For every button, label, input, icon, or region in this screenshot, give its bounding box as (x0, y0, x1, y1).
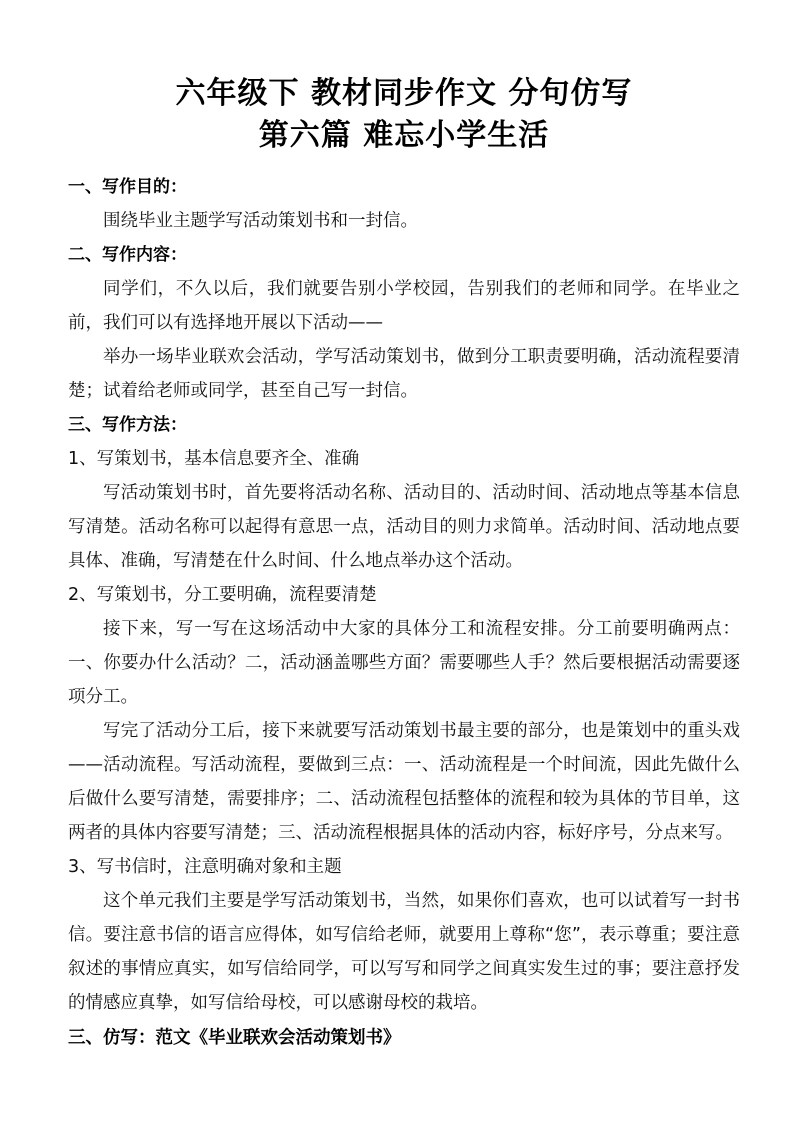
method-heading: 三、写作方法： (68, 415, 187, 435)
document-title: 六年级下 教材同步作文 分句仿写 (175, 76, 633, 111)
content-paragraph-2: 举办一场毕业联欢会活动，学写活动策划书，做到分工职责要明确，活动流程要清楚；试着给老师或同学，甚至自己写一封信。 (68, 347, 740, 401)
document-subtitle: 第六篇 难忘小学生活 (258, 118, 550, 153)
method-3-title: 3、写书信时，注意明确对象和主题 (68, 857, 342, 877)
method-2-paragraph-1: 接下来，写一写在这场活动中大家的具体分工和流程安排。分工前要明确两点：一、你要办什么活动？二，活动涵盖哪些方面？需要哪些人手？然后要根据活动需要逐项分工。 (68, 619, 740, 707)
title-block (68, 74, 740, 156)
purpose-heading: 一、写作目的： (68, 177, 187, 197)
purpose-text: 围绕毕业主题学写活动策划书和一封信。 (103, 211, 418, 231)
method-1-paragraph: 写活动策划书时，首先要将活动名称、活动目的、活动时间、活动地点等基本信息写清楚。活动名称可以起得有意思一点，活动目的则力求简单。活动时间、活动地点要具体、准确，写清楚在什么时间、什么地点举办这个活动。 (68, 483, 740, 571)
method-1-title: 1、写策划书，基本信息要齐全、准确 (68, 449, 360, 469)
imitation-heading: 三、仿写：范文《毕业联欢会活动策划书》 (68, 1028, 401, 1048)
content-heading: 二、写作内容： (68, 245, 187, 265)
method-2-title: 2、写策划书，分工要明确，流程要清楚 (68, 585, 377, 605)
method-2-paragraph-2: 写完了活动分工后，接下来就要写活动策划书最主要的部分，也是策划中的重头戏——活动流程。写活动流程，要做到三点：一、活动流程是一个时间流，因此先做什么后做什么要写清楚，需要排序；二、活动流程包括整体的流程和较为具体的节目单，这两者的具体内容要写清楚；三、活动流程根据具体的活动内容，标好序号，分点来写。 (68, 721, 740, 843)
method-3-paragraph: 这个单元我们主要是学写活动策划书，当然，如果你们喜欢，也可以试着写一封书信。要注意书信的语言应得体，如写信给老师，就要用上尊称“您”，表示尊重；要注意叙述的事情应真实，如写信给同学，可以写写和同学之间真实发生过的事；要注意抒发的情感应真挚，如写信给母校，可以感谢母校的栽培。 (68, 891, 740, 1013)
content-paragraph-1: 同学们，不久以后，我们就要告别小学校园，告别我们的老师和同学。在毕业之前，我们可以有选择地开展以下活动—— (68, 279, 740, 333)
